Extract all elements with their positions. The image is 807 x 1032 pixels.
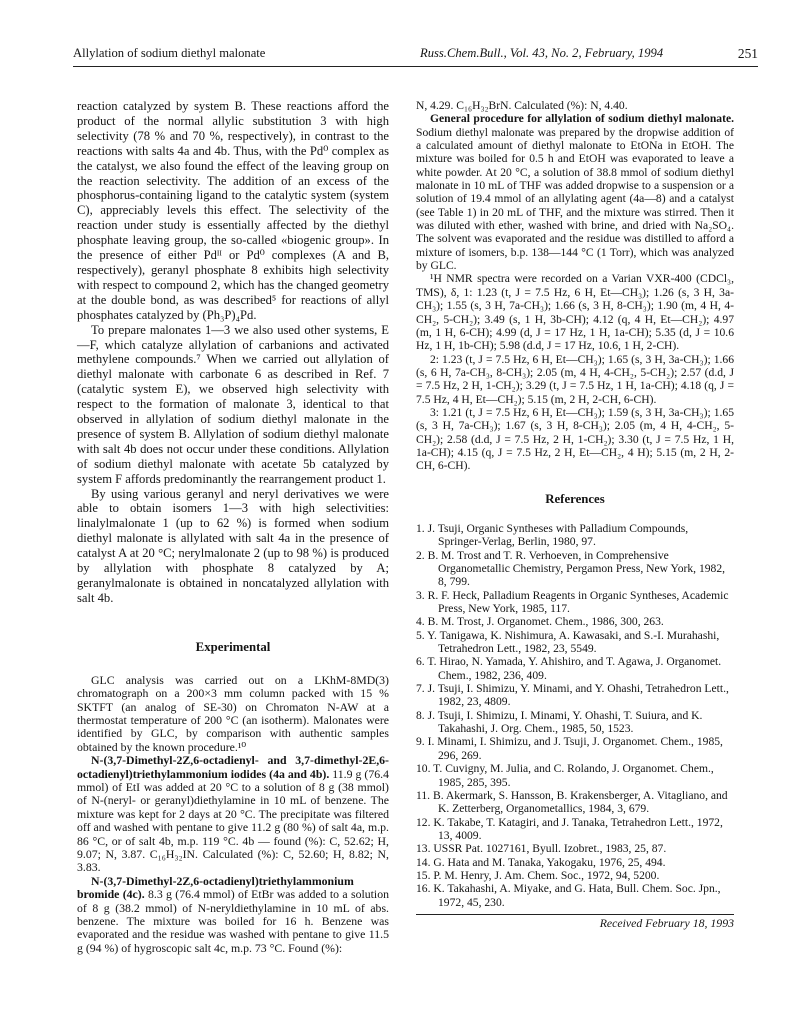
general-procedure-title: General procedure for allylation of sodium diethyl malonate.: [430, 112, 734, 126]
continued-text: N, 4.29. C₁₆H₃₂BrN. Calculated (%): N, 4.40.: [416, 99, 628, 112]
experimental-paragraph-2: [77, 754, 389, 875]
nmr-data-2: 2: 1.23 (t, J = 7.5 Hz, 6 H, Et—CH₃); 1.65 (s, 3 H, 3a-CH₃); 1.66 (s, 6 H, 7a-CH₃, 8-CH₃); 2.05 (m, 4 H, 4-CH₂, 5-CH₂); 2.57 (d.d, J = 7.5 Hz, 2 H, 1-CH₂); 3.29 (t, J = 7.5 Hz, 1 H, 1a-CH); 4.18 (q, J = 7.5 Hz, 4 H, Et—CH₂); 5.15 (m, 2 H, 2-CH, 6-CH).: [416, 352, 734, 406]
reference-item: 16. K. Takahashi, A. Miyake, and G. Hata, Bull. Chem. Soc. Jpn., 1972, 45, 230.: [416, 882, 721, 909]
left-column: [77, 99, 389, 955]
compound-body-4a-4b: 11.9 g (76.4 mmol) of EtI was added at 20 °C to a solution of 8 g (38 mmol) of N-(neryl- or geranyl)diethylamine in 10 mL of benzene. The mixture was kept for 2 days at 20 °C. The precipitate was filtered off and washed with pentane to give 11.2 g (80 %) of salt 4a, m.p. 86 °C, or of salt 4b, m.p. 119 °C. 4b — found (%): C, 52.62; H, 9.07; N, 3.87. C₁₆H₃₂IN. Calculated (%): C, 52.60; H, 8.82; N, 3.83.: [77, 766, 389, 875]
reference-item: 8. J. Tsuji, I. Shimizu, I. Minami, Y. Ohashi, T. Suiura, and K. Takahashi, J. Org. Chem., 1985, 50, 1523.: [416, 708, 703, 736]
reference-item: 3. R. F. Heck, Palladium Reagents in Organic Syntheses, Academic Press, New York, 1985, 117.: [416, 588, 729, 616]
experimental-paragraph-1: GLC analysis was carried out on a LKhM-8MD(3) chromatograph on a 200×3 mm column packed with 15 % SKTFT (an analog of SE-30) on Chromaton N-AW at a thermostat temperature of 200 °C (an isotherm). Malonates were identified by GLC, by comparison with authentic samples obtained by the known procedure.¹⁰: [77, 672, 389, 754]
reference-item: 13. USSR Pat. 1027161, Byull. Izobret., 1983, 25, 87.: [416, 842, 667, 856]
experimental-heading: Experimental: [195, 639, 271, 654]
reference-item: 7. J. Tsuji, I. Shimizu, Y. Minami, and Y. Ohashi, Tetrahedron Lett., 1982, 23, 4809.: [416, 682, 729, 709]
journal-reference: Russ.Chem.Bull., Vol. 43, No. 2, February, 1994: [420, 46, 664, 60]
reference-item: 14. G. Hata and M. Tanaka, Yakogaku, 1976, 25, 494.: [416, 855, 666, 869]
body-paragraph-1: reaction catalyzed by system B. These reactions afford the product of the normal allylic substitution 3 with high selectivity (78 % and 70 %, respectively), in contrast to the reactions with salts 4a and 4b. Thus, with the Pd⁰ complex as the catalyst, we also found the effect of the leaving group on the reaction selectivity. The addition of an excess of the phosphorus-containing ligand to the catalytic system (system C), appreciably levels this effect. The selectivity of the reaction under study is essentially affected by the diethyl phosphate leaving group, the so-called «biogenic group». In the presence of either Pdᴵᴵ or Pd⁰ complexes (A and B, respectively), geranyl phosphate 8 exhibits high selectivity with respect to compound 2, which has the changed geometry at the double bond, as was described⁵ for reactions of allyl phosphates catalyzed by (Ph₃P)₄Pd.: [77, 99, 389, 322]
nmr-data-3: 3: 1.21 (t, J = 7.5 Hz, 6 H, Et—CH₃); 1.59 (s, 3 H, 3a-CH₃); 1.65 (s, 3 H, 7a-CH₃); 1.67 (s, 3 H, 8-CH₃); 2.05 (m, 4 H, 4-CH₂, 5-CH₂); 2.58 (d.d, J = 7.5 Hz, 2 H, 1-CH₂); 3.30 (t, J = 7.5 Hz, 1 H, 1a-CH); 4.15 (q, J = 7.5 Hz, 2 H, Et—CH₂, 4 H); 5.15 (m, 2 H, 2-CH, 6-CH).: [416, 405, 734, 473]
reference-item: 11. B. Akermark, S. Hansson, B. Krakensberger, A. Vitagliano, and K. Zetterberg, Organometallics, 1984, 3, 679.: [416, 788, 728, 816]
references-heading: References: [545, 491, 605, 506]
nmr-data-1: ¹H NMR spectra were recorded on a Varian VXR-400 (CDCl₃, TMS), δ, 1: 1.23 (t, J = 7.5 Hz, 6 H, Et—CH₃); 1.26 (s, 3 H, 3a-CH₃); 1.55 (s, 3 H, 7a-CH₃); 1.66 (s, 3 H, 8-CH₃); 1.90 (m, 4 H, 4-CH₂, 5-CH₂); 3.49 (s, 1 H, 3b-CH); 4.12 (q, 4 H, Et—CH₂); 4.97 (m, 1 H, 6-CH); 4.99 (d, J = 17 Hz, 1 H, 1a-CH); 5.35 (d, J = 10.6 Hz, 1 H, 1b-CH); 5.98 (d.d, J = 17 Hz, 10.6, 1 H, 2-CH).: [416, 272, 734, 353]
reference-item: 10. T. Cuvigny, M. Julia, and C. Rolando, J. Organomet. Chem., 1985, 285, 395.: [416, 762, 714, 789]
general-procedure: [416, 112, 734, 272]
reference-item: 6. T. Hirao, N. Yamada, Y. Ahishiro, and T. Agawa, J. Organomet. Chem., 1982, 236, 409.: [416, 655, 722, 682]
compound-title-4a-4b: N-(3,7-Dimethyl-2Z,6-octadienyl- and 3,7-dimethyl-2E,6-octadienyl)triethylammonium iodides (4a and 4b).: [77, 753, 389, 781]
body-paragraph-3: By using various geranyl and neryl derivatives we were able to obtain isomers 1—3 with high selectivities: linalylmalonate 1 (up to 62 %) is formed when sodium diethyl malonate is allylated with salt 4a in the presence of catalyst A at 20 °C; nerylmalonate 2 (up to 98 %) is produced by allylation with phosphate 8 catalyzed by A; geranylmalonate is obtained in noncatalyzed allylation with salt 4b.: [77, 486, 389, 605]
compound-body-4c: 8.3 g (76.4 mmol) of EtBr was added to a solution of 8 g (38.2 mmol) of N-neryldiethylamine in 10 mL of abs. benzene. The mixture was boiled for 16 h. Benzene was evaporated and the residue was washed with pentane to give 11.5 g (94 %) of hygroscopic salt 4c, m.p. 73 °C. Found (%):: [77, 887, 389, 955]
reference-item: 1. J. Tsuji, Organic Syntheses with Palladium Compounds, Springer-Verlag, Berlin, 1980, 97.: [416, 521, 689, 549]
running-header: [73, 46, 758, 66]
running-title: Allylation of sodium diethyl malonate: [73, 46, 266, 60]
reference-item: 4. B. M. Trost, J. Organomet. Chem., 1986, 300, 263.: [416, 615, 664, 629]
references-list: [416, 522, 734, 909]
reference-item: 9. I. Minami, I. Shimizu, and J. Tsuji, J. Organomet. Chem., 1985, 296, 269.: [416, 735, 723, 762]
reference-item: 2. B. M. Trost and T. R. Verhoeven, in Comprehensive Organometallic Chemistry, Pergamon Press, New York, 1982, 8, 799.: [416, 548, 726, 589]
right-column: [416, 99, 734, 930]
experimental-paragraph-3: [77, 875, 389, 955]
reference-item: 15. P. M. Henry, J. Am. Chem. Soc., 1972, 94, 5200.: [416, 868, 660, 882]
header-rule: [73, 66, 758, 67]
general-procedure-body: Sodium diethyl malonate was prepared by the dropwise addition of a calculated amount of diethyl malonate to EtONa in EtOH. The mixture was boiled for 0.5 h and EtOH was evaporated to leave a white powder. At 20 °C, a solution of 38.8 mmol of sodium diethyl malonate in 10 mL of THF was added dropwise to a suspension or a solution of 19.4 mmol of an allylating agent (4a—8) and a catalyst (see Table 1) in 20 mL of THF, and the mixture was stirred. Then it was diluted with ether, washed with brine, and dried with Na₂SO₄. The solvent was evaporated and the residue was distilled to afford a mixture of isomers, b.p. 138—144 °C (1 Torr), which was analyzed by GLC.: [416, 125, 734, 273]
received-date: Received February 18, 1993: [416, 914, 734, 930]
reference-item: 12. K. Takabe, T. Katagiri, and J. Tanaka, Tetrahedron Lett., 1972, 13, 4009.: [416, 815, 723, 842]
body-paragraph-2: To prepare malonates 1—3 we also used other systems, E—F, which catalyze allylation of carbanions and activated methylene compounds.⁷ When we carried out allylation of diethyl malonate with carbonate 6 as described in Ref. 7 (catalytic system E), we observed high selectivity with respect to the formation of malonate 3, identical to that observed in allylation of sodium diethyl malonate in the presence of system B. Allylation of sodium diethyl malonate with salt 4b does not occur under these conditions. Allylation of sodium diethyl malonate with acetate 5b catalyzed by system F affords predominantly the rearrangement product 1.: [77, 322, 389, 486]
page-number: 251: [737, 46, 758, 61]
reference-item: 5. Y. Tanigawa, K. Nishimura, A. Kawasaki, and S.-I. Murahashi, Tetrahedron Lett., 1982, 23, 5549.: [416, 628, 720, 656]
compound-title-4c: N-(3,7-Dimethyl-2Z,6-octadienyl)triethylammonium bromide (4c).: [77, 873, 354, 902]
